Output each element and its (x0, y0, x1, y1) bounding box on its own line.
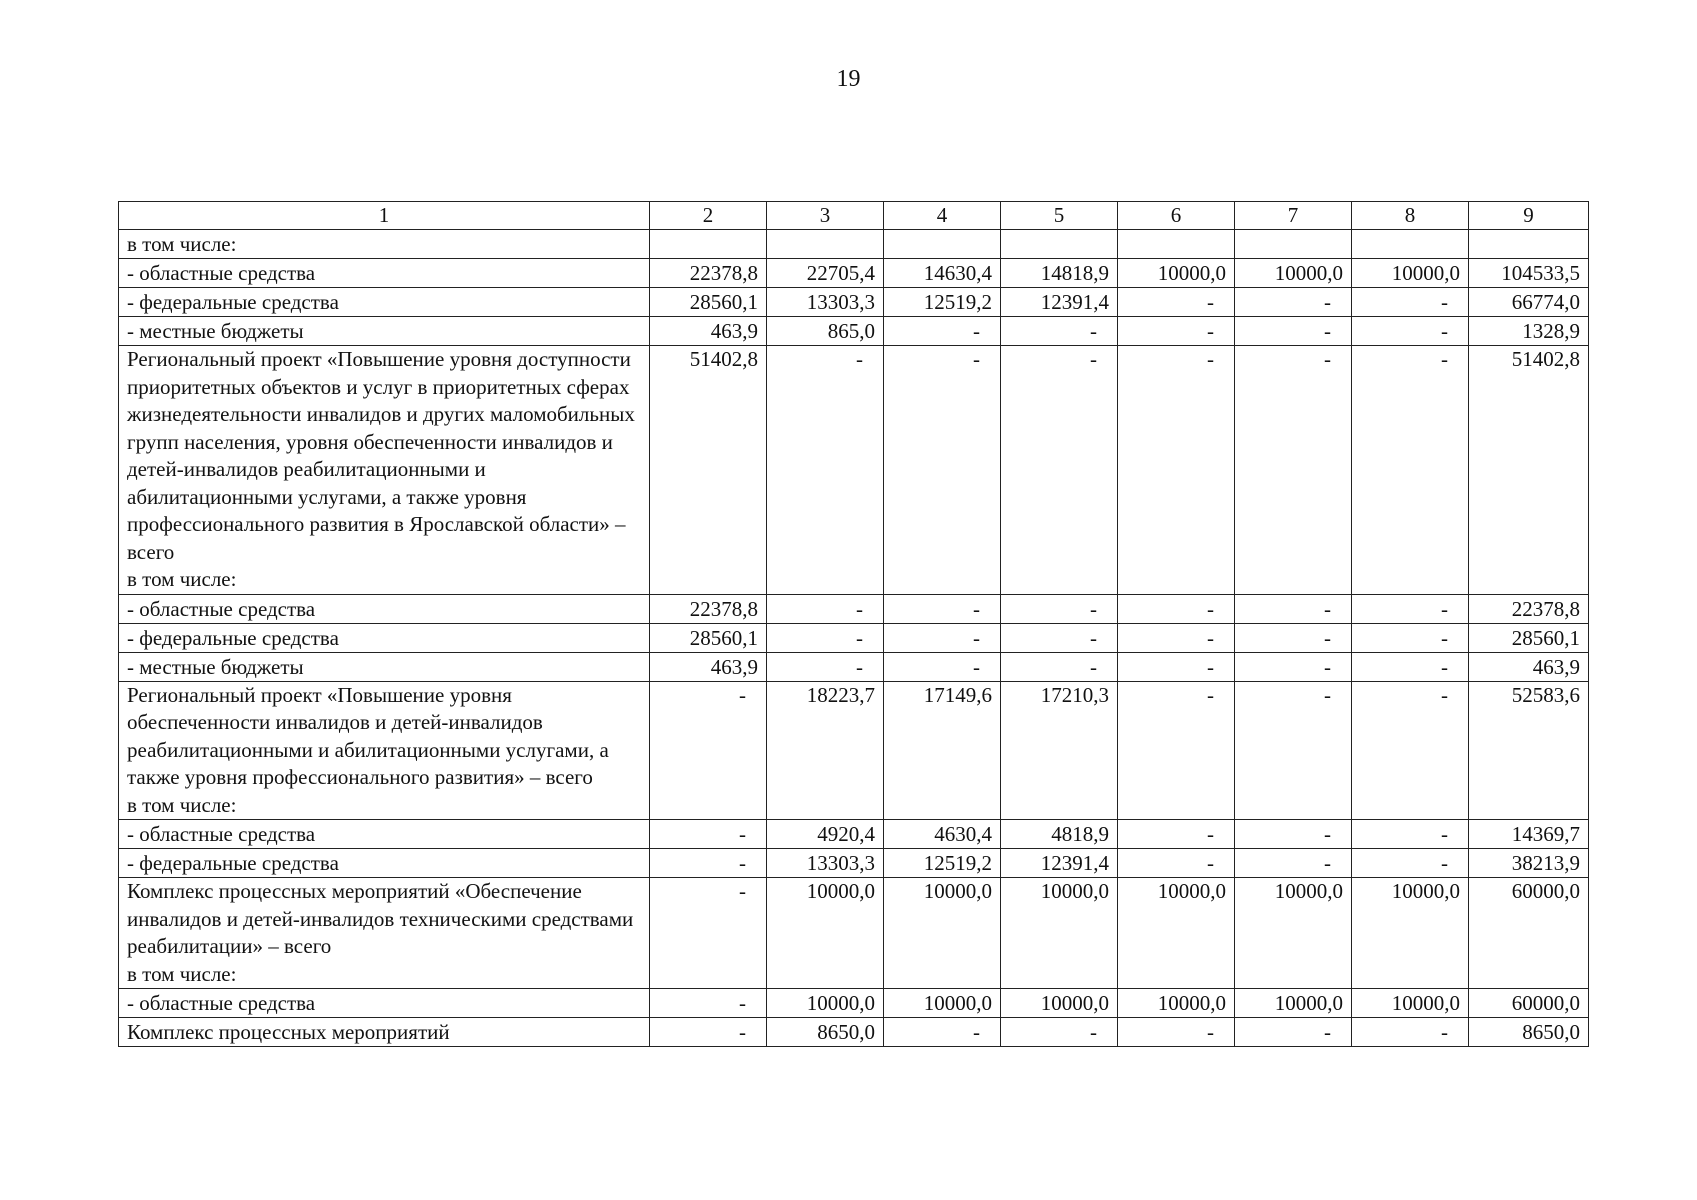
table-row (119, 1018, 1589, 1047)
column-header: 9 (1469, 202, 1589, 230)
table-cell: - (884, 623, 1001, 652)
table-cell: 10000,0 (767, 989, 884, 1018)
table-cell: 12519,2 (884, 849, 1001, 878)
table-cell: 17210,3 (1001, 681, 1118, 820)
table-cell: - (650, 1018, 767, 1047)
table-cell: - (1352, 652, 1469, 681)
page-number: 19 (836, 66, 861, 92)
table-cell: 51402,8 (650, 346, 767, 595)
table-cell: - (884, 594, 1001, 623)
table-cell: - (1001, 1018, 1118, 1047)
column-header: 1 (119, 202, 650, 230)
table-cell: 51402,8 (1469, 346, 1589, 595)
table-cell: 38213,9 (1469, 849, 1589, 878)
table-cell (884, 230, 1001, 259)
row-label: Комплекс процессных мероприятий (119, 1018, 650, 1047)
column-header: 6 (1118, 202, 1235, 230)
table-row (119, 681, 1589, 820)
table-cell (1118, 230, 1235, 259)
table-cell: - (1118, 849, 1235, 878)
table-cell: - (650, 878, 767, 989)
table-cell: 10000,0 (1352, 878, 1469, 989)
table-cell: 463,9 (650, 317, 767, 346)
row-label: - федеральные средства (119, 849, 650, 878)
table-row (119, 317, 1589, 346)
table-cell: - (1235, 1018, 1352, 1047)
table-cell: - (1118, 623, 1235, 652)
row-label: Региональный проект «Повышение уровня доступности приоритетных объектов и услуг в приоритетных сферах жизнедеятельности инвалидов и других маломобильных групп населения, уровня обеспеченности инвалидов и детей-инвалидов реабилитационными и абилитационными услугами, а также уровня профессионального развития в Ярославской области» – всего в том числе: (119, 346, 650, 595)
table-cell: - (1118, 317, 1235, 346)
table-cell: 12391,4 (1001, 288, 1118, 317)
table-cell: 14369,7 (1469, 820, 1589, 849)
table-cell: - (1118, 820, 1235, 849)
table-cell: 8650,0 (1469, 1018, 1589, 1047)
column-header: 5 (1001, 202, 1118, 230)
table-cell: 10000,0 (1235, 878, 1352, 989)
table-cell: - (650, 820, 767, 849)
column-header: 7 (1235, 202, 1352, 230)
table-cell: - (1235, 681, 1352, 820)
table-cell: - (884, 317, 1001, 346)
row-label: в том числе: (119, 230, 650, 259)
row-label: - областные средства (119, 989, 650, 1018)
table-row (119, 594, 1589, 623)
table-cell: 22378,8 (650, 259, 767, 288)
row-label: - федеральные средства (119, 288, 650, 317)
table-cell (1352, 230, 1469, 259)
table-cell: 10000,0 (1118, 989, 1235, 1018)
row-label: - местные бюджеты (119, 652, 650, 681)
table-cell: 463,9 (650, 652, 767, 681)
table-row (119, 230, 1589, 259)
table-cell: - (650, 989, 767, 1018)
table-cell: - (1118, 288, 1235, 317)
table-cell: 104533,5 (1469, 259, 1589, 288)
row-label: Региональный проект «Повышение уровня обеспеченности инвалидов и детей-инвалидов реабилитационными и абилитационными услугами, а также уровня профессионального развития» – всего в том числе: (119, 681, 650, 820)
table-cell: - (767, 346, 884, 595)
table-cell: - (1235, 820, 1352, 849)
table-cell: - (1235, 594, 1352, 623)
table-cell: 10000,0 (1352, 989, 1469, 1018)
table-cell (1001, 230, 1118, 259)
table-cell (767, 230, 884, 259)
table-cell: 18223,7 (767, 681, 884, 820)
table-cell: 4630,4 (884, 820, 1001, 849)
table-cell: - (1235, 288, 1352, 317)
table-cell: - (767, 594, 884, 623)
table-cell: 12391,4 (1001, 849, 1118, 878)
row-label: - областные средства (119, 259, 650, 288)
table-row (119, 623, 1589, 652)
table-cell (1235, 230, 1352, 259)
table-cell: 22705,4 (767, 259, 884, 288)
table-cell: 28560,1 (650, 623, 767, 652)
table-cell: 66774,0 (1469, 288, 1589, 317)
column-header: 3 (767, 202, 884, 230)
table-cell: 14818,9 (1001, 259, 1118, 288)
table-cell: - (1001, 317, 1118, 346)
table-cell: 13303,3 (767, 288, 884, 317)
table-cell: - (1001, 346, 1118, 595)
table-cell: - (1118, 1018, 1235, 1047)
table-cell: 4818,9 (1001, 820, 1118, 849)
table-cell: 10000,0 (1118, 878, 1235, 989)
table-cell: - (884, 652, 1001, 681)
table-cell: - (1001, 652, 1118, 681)
table-cell: 865,0 (767, 317, 884, 346)
table-cell: - (884, 1018, 1001, 1047)
table-cell: - (1352, 346, 1469, 595)
row-label: Комплекс процессных мероприятий «Обеспечение инвалидов и детей-инвалидов техническими средствами реабилитации» – всего в том числе: (119, 878, 650, 989)
table-row (119, 346, 1589, 595)
table-cell: 10000,0 (1118, 259, 1235, 288)
table-cell: - (884, 346, 1001, 595)
table-cell: 463,9 (1469, 652, 1589, 681)
row-label: - местные бюджеты (119, 317, 650, 346)
row-label: - областные средства (119, 594, 650, 623)
table-row (119, 820, 1589, 849)
table-cell: - (1352, 288, 1469, 317)
table-cell: 12519,2 (884, 288, 1001, 317)
table-row (119, 652, 1589, 681)
table-cell: 10000,0 (884, 878, 1001, 989)
budget-table (118, 201, 1589, 1047)
table-cell: 10000,0 (1352, 259, 1469, 288)
table-cell: - (1118, 652, 1235, 681)
table-cell: - (1235, 317, 1352, 346)
table-cell: 10000,0 (767, 878, 884, 989)
table-cell: - (1352, 820, 1469, 849)
table-cell: 10000,0 (1001, 989, 1118, 1018)
table-cell: 10000,0 (1235, 259, 1352, 288)
table-cell: 60000,0 (1469, 989, 1589, 1018)
table-cell: - (1352, 849, 1469, 878)
table-cell: 14630,4 (884, 259, 1001, 288)
table-cell (1469, 230, 1589, 259)
table-cell: - (650, 849, 767, 878)
table-cell: 1328,9 (1469, 317, 1589, 346)
table-cell: - (1352, 681, 1469, 820)
table-cell: 4920,4 (767, 820, 884, 849)
table-cell: - (1352, 317, 1469, 346)
table-row (119, 259, 1589, 288)
table-cell: - (1235, 652, 1352, 681)
table-cell: - (1352, 623, 1469, 652)
table-cell: - (650, 681, 767, 820)
table-cell: 22378,8 (650, 594, 767, 623)
table-cell: 10000,0 (1235, 989, 1352, 1018)
table-cell: - (1118, 594, 1235, 623)
table-cell: 10000,0 (884, 989, 1001, 1018)
column-header: 4 (884, 202, 1001, 230)
table-cell: - (1235, 623, 1352, 652)
table-cell: - (767, 652, 884, 681)
table-cell: 60000,0 (1469, 878, 1589, 989)
table-cell: - (1118, 681, 1235, 820)
column-header: 2 (650, 202, 767, 230)
table-row (119, 878, 1589, 989)
table-cell: - (1352, 1018, 1469, 1047)
table-cell: - (1352, 594, 1469, 623)
table-header-row (119, 202, 1589, 230)
table-cell: - (1235, 346, 1352, 595)
table-cell: 28560,1 (650, 288, 767, 317)
table-cell: - (1001, 594, 1118, 623)
table-cell: 13303,3 (767, 849, 884, 878)
table-cell (650, 230, 767, 259)
table-cell: 28560,1 (1469, 623, 1589, 652)
table-cell: 52583,6 (1469, 681, 1589, 820)
table-cell: 8650,0 (767, 1018, 884, 1047)
table-cell: - (1001, 623, 1118, 652)
table-row (119, 849, 1589, 878)
table-cell: 17149,6 (884, 681, 1001, 820)
table-cell: 10000,0 (1001, 878, 1118, 989)
table-cell: - (1235, 849, 1352, 878)
table-cell: - (767, 623, 884, 652)
row-label: - федеральные средства (119, 623, 650, 652)
row-label: - областные средства (119, 820, 650, 849)
column-header: 8 (1352, 202, 1469, 230)
table-cell: 22378,8 (1469, 594, 1589, 623)
table-row (119, 989, 1589, 1018)
table-row (119, 288, 1589, 317)
table-cell: - (1118, 346, 1235, 595)
